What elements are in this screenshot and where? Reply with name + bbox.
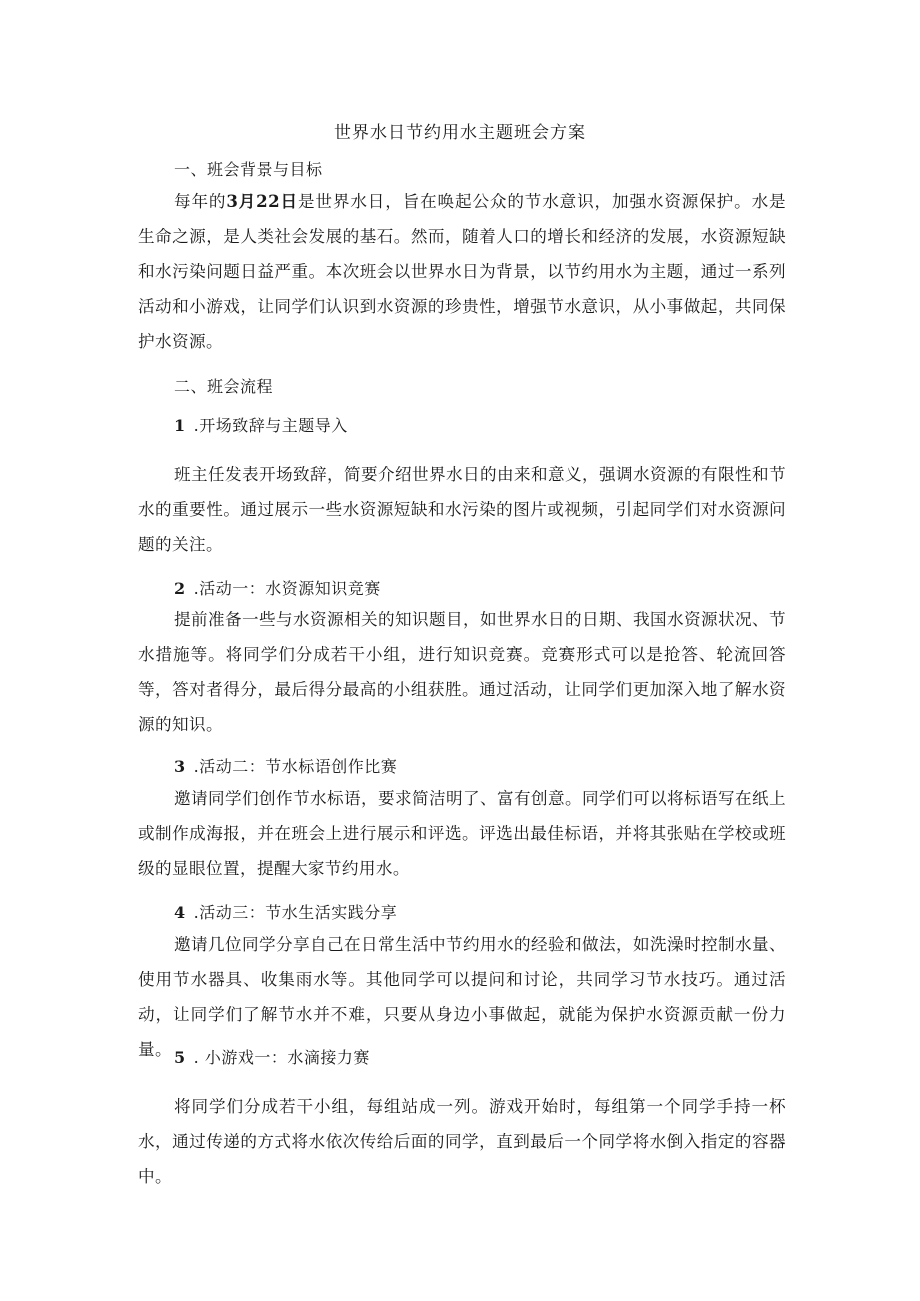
item-3-title: .活动二：节水标语创作比赛	[193, 757, 398, 776]
item-4-number: 4	[174, 903, 186, 922]
section-heading-background: 一、班会背景与目标	[174, 160, 323, 179]
section-heading-process: 二、班会流程	[174, 377, 274, 396]
paragraph-background-date: 3月22日	[226, 191, 298, 211]
item-5-number: 5	[174, 1048, 186, 1067]
item-4-paragraph: 邀请几位同学分享自己在日常生活中节约用水的经验和做法，如洗澡时控制水量、使用节水器具、收集雨水等。其他同学可以提问和讨论，共同学习节水技巧。通过活动，让同学们了解节水并不难，只要从身边小事做起，就能为保护水资源贡献一份力量。	[138, 935, 786, 1059]
item-4-title: .活动三：节水生活实践分享	[193, 903, 398, 922]
paragraph-background-pre: 每年的	[174, 192, 227, 211]
item-1-paragraph: 班主任发表开场致辞，简要介绍世界水日的由来和意义，强调水资源的有限性和节水的重要性。通过展示一些水资源短缺和水污染的图片或视频，引起同学们对水资源问题的关注。	[138, 465, 786, 554]
item-2-paragraph: 提前准备一些与水资源相关的知识题目，如世界水日的日期、我国水资源状况、节水措施等。将同学们分成若干小组，进行知识竞赛。竞赛形式可以是抢答、轮流回答等，答对者得分，最后得分最高的小组获胜。通过活动，让同学们更加深入地了解水资源的知识。	[138, 610, 786, 734]
paragraph-background-post: 是世界水日，旨在唤起公众的节水意识，加强水资源保护。水是生命之源，是人类社会发展的基石。然而，随着人口的增长和经济的发展，水资源短缺和水污染问题日益严重。本次班会以世界水日为背景，以节约用水为主题，通过一系列活动和小游戏，让同学们认识到水资源的珍贵性，增强节水意识，从小事做起，共同保护水资源。	[138, 192, 787, 351]
item-1-heading	[174, 413, 348, 436]
item-5-title: . 小游戏一：水滴接力赛	[193, 1048, 370, 1067]
item-2-number: 2	[174, 579, 186, 598]
item-4-heading	[174, 900, 397, 923]
document-title: 世界水日节约用水主题班会方案	[334, 123, 586, 143]
item-5-paragraph: 将同学们分成若干小组，每组站成一列。游戏开始时，每组第一个同学手持一杯水，通过传递的方式将水依次传给后面的同学，直到最后一个同学将水倒入指定的容器中。	[138, 1097, 786, 1186]
item-2-heading	[174, 576, 381, 599]
item-3-heading	[174, 754, 397, 777]
item-1-number: 1	[174, 416, 186, 435]
item-3-paragraph: 邀请同学们创作节水标语，要求简洁明了、富有创意。同学们可以将标语写在纸上或制作成海报，并在班会上进行展示和评选。评选出最佳标语，并将其张贴在学校或班级的显眼位置，提醒大家节约用水。	[138, 789, 786, 878]
paragraph-background	[138, 184, 786, 359]
item-5-heading	[174, 1045, 370, 1068]
item-1-title: .开场致辞与主题导入	[193, 416, 348, 435]
item-3-number: 3	[174, 757, 186, 776]
item-2-title: .活动一：水资源知识竞赛	[193, 579, 381, 598]
